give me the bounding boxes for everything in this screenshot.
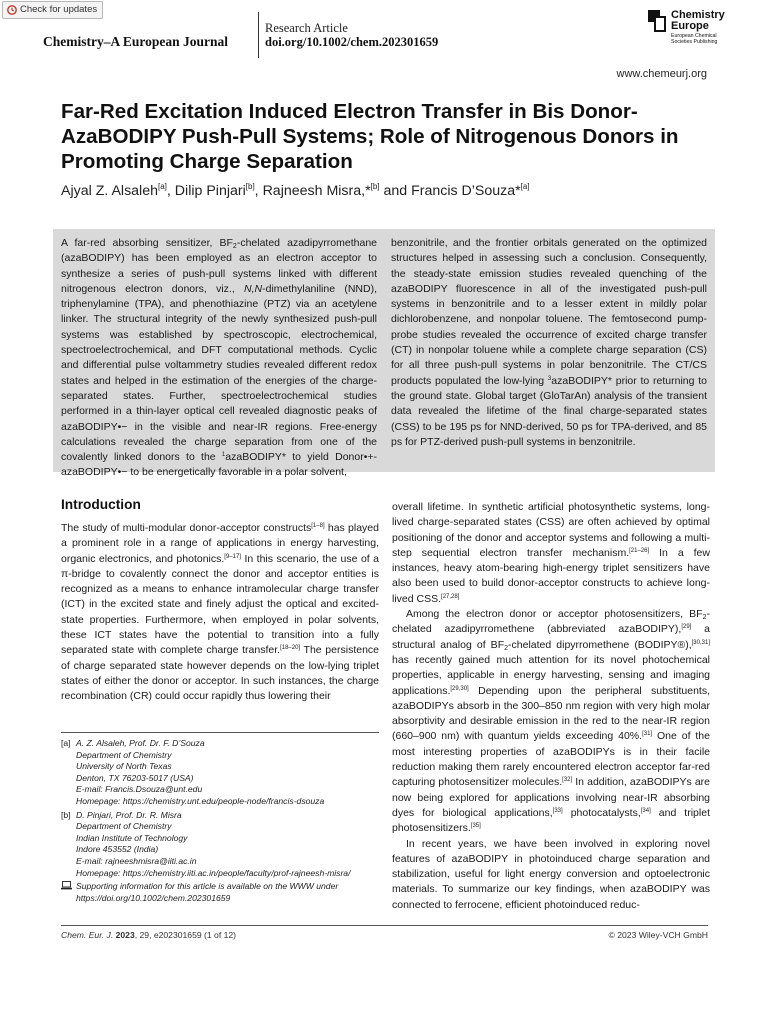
chemistry-europe-logo[interactable] (648, 10, 735, 46)
affiliation-b-email-link[interactable]: E-mail: rajneeshmisra@iiti.ac.in (76, 855, 197, 866)
chemistry-europe-logo-icon (648, 10, 666, 32)
citation-ref: [18–20] (280, 645, 301, 652)
author-affiliation-marker: [a] (158, 182, 167, 191)
citation-ref: [21–26] (629, 547, 650, 554)
article-type: Research Article (265, 21, 348, 35)
abstract-right-column: benzonitrile, and the frontier orbitals generated on the optimized structures helped in assessing such a conclusion. Consequently, the steady-state emission studies revealed quenching of the azaBODIPY fluorescence in all of the investigated push-pull systems in benzonitrile and to a lesser extent in mildly polar dichlorobenzene, and nonpolar toluene. The femtosecond pump-probe studies revealed the occurrence of excited charge transfer (CT) in nonpolar toluene while a complete charge separation (CS) for all three push-pull systems in polar benzonitrile. The CT/CS products populated the low-lying $^3$azaBODIPY* prior to returning to the ground state. Global target (GloTarAn) analysis of the transient data revealed the lifetime of the final charge-separated states (CSS) to be 195 ps for NND-derived, 50 ps for TPA-derived, and 85 ps for PTZ-derived push-pull systems in benzonitrile. (391, 237, 707, 448)
author-name: Ajyal Z. Alsaleh (61, 183, 158, 199)
citation-ref: 3 (547, 375, 552, 382)
citation-ref: [32] (562, 777, 573, 784)
journal-website-link[interactable]: www.chemeurj.org (616, 68, 707, 80)
author-affiliation-marker: [b] (370, 182, 380, 191)
citation-ref: 1 (221, 452, 226, 459)
subscript: 2 (232, 243, 237, 250)
intro-paragraph-1-continued: overall lifetime. In synthetic artificial photosynthetic systems, long-lived charge-separated states (CSS) are often achieved by optimal positioning of the donor and acceptor systems and following a multi-step sequential electron transfer mechanism.[21–26] In a few instances, heavy atom-bearing high-energy triplet sensitizers have also been used to build donor-acceptor constructs to achieve long-lived CSS.[27,28] (392, 501, 710, 605)
affiliation-b-homepage-link[interactable]: Homepage: https://chemistry.iiti.ac.in/people/faculty/prof-rajneesh-misra/ (76, 867, 351, 878)
affiliation-b-tag: [b] (61, 809, 71, 820)
footnote-divider (61, 732, 379, 733)
author-name: Dilip Pinjari (174, 183, 246, 199)
citation-ref: [33] (552, 807, 563, 814)
check-for-updates-button[interactable] (2, 1, 103, 19)
abstract-box (53, 229, 715, 479)
abstract-left-column: A far-red absorbing sensitizer, $BF_2$-chelated azadipyrromethane (azaBODIPY) has been employed as an electron acceptor to synthesize a series of push-pull systems linked with different nitrogenous electron donors, viz., N,N-dimethylaniline (NND), triphenylamine (TPA), and phenothiazine (PTZ) via an acetylene linker. The structural integrity of the newly synthesized push-pull systems was established by spectroscopic, electrochemical, spectroelectrochemical, and DFT computational methods. Cyclic and differential pulse voltammetry studies revealed different redox states and helped in the estimation of the energies of the charge-separated states. Further, spectroelectrochemical studies performed in a thin-layer optical cell revealed diagnostic peaks of azaBODIPY•− in the visible and near-IR regions. Free-energy calculations revealed the charge separation from one of the covalently linked donors to the $^1$azaBODIPY* to yield Donor•+-azaBODIPY•− to be energetically favorable in a polar solvent, (61, 237, 378, 479)
affiliation-a (61, 738, 379, 808)
body-left-column (61, 497, 379, 705)
affiliation-a-email-link[interactable]: E-mail: Francis.Dsouza@unt.edu (76, 784, 203, 795)
affiliation-a-tag: [a] (61, 738, 71, 748)
affiliation-a-names: A. Z. Alsaleh, Prof. Dr. F. D’Souza (76, 738, 205, 748)
citation-journal: Chem. Eur. J. (61, 930, 114, 940)
citation-ref: [31] (642, 731, 653, 738)
citation-ref: [27,28] (441, 593, 460, 600)
citation-ref: [9–17] (224, 553, 241, 560)
citation-ref: [29] (681, 624, 692, 631)
introduction-heading: Introduction (61, 497, 141, 512)
citation-ref: [35] (470, 823, 481, 830)
intro-paragraph-3: In recent years, we have been involved in exploring novel features of azaBODIPY in photoinduced charge separation and stabilization, useful for light energy conversion and optoelectronic materials. To summarize our key findings, when azaBODIPY was connected to ferrocene, efficient photoinduced reduc- (392, 837, 710, 911)
citation-ref: [1–8] (311, 523, 325, 529)
footer-divider (61, 925, 708, 926)
citation-ref: [30,31] (691, 639, 710, 646)
supporting-info-note (61, 881, 379, 904)
author-list: Ajyal Z. Alsaleh[a], Dilip Pinjari[b], Rajneesh Misra,*[b] and Francis D’Souza*[a] (61, 182, 530, 199)
citation-details: , 29, e202301659 (1 of 12) (134, 930, 237, 940)
affiliation-b (61, 810, 379, 880)
affiliation-b-line: Indian Institute of Technology (76, 832, 188, 843)
doi-link[interactable]: doi.org/10.1002/chem.202301659 (265, 35, 439, 49)
footer-copyright: © 2023 Wiley-VCH GmbH (608, 930, 708, 940)
citation-ref: [34] (640, 807, 651, 814)
author-name: and Francis D’Souza* (383, 183, 521, 199)
check-for-updates-label: Check for updates (20, 4, 98, 15)
article-title: Far-Red Excitation Induced Electron Transfer in Bis Donor-AzaBODIPY Push-Pull Systems; Role of Nitrogenous Donors in Promoting Charge Separation (61, 100, 679, 173)
laptop-icon (61, 881, 72, 904)
affiliations-footnote (61, 738, 379, 904)
intro-paragraph-2: Among the electron donor or acceptor photosensitizers, $BF_2$-chelated azadipyrromethene (abbreviated azaBODIPY),[29] a structural analog of $BF_2$-chelated dipyrromethene (BODIPY®),[30,31] has recently gained much attention for its novel photochemical properties, applicable in energy harvesting, sensing and imaging applications.[29,30] Depending upon the peripheral substituents, azaBODIPYs absorb in the 300–850 nm region with very high molar absorptivity and desirable emission in the red to the near-IR region (660–900 nm) with quantum yields exceeding 40%.[31] One of the most interesting properties of azaBODIPYs is in their facile reduction making them rarely encountered electron acceptor far-red capturing photosensitizer molecules.[32] In addition, azaBODIPYs are now being explored for applications involving near-IR absorbing dyes for biological applications,[33] photocatalysts,[34] and triplet photosensitizers.[35] (392, 608, 710, 835)
footer-citation (61, 930, 236, 940)
affiliation-b-names: D. Pinjari, Prof. Dr. R. Misra (76, 809, 182, 820)
affiliation-a-homepage-link[interactable]: Homepage: https://chemistry.unt.edu/people-node/francis-dsouza (76, 795, 325, 806)
publisher-subtitle: European Chemical Societies Publishing (671, 33, 718, 45)
affiliation-a-line: Denton, TX 76203-5017 (USA) (76, 772, 194, 783)
update-icon (7, 5, 17, 15)
affiliation-a-line: University of North Texas (76, 761, 172, 772)
subscript: 2 (504, 644, 509, 652)
citation-year: 2023 (115, 930, 135, 940)
affiliation-a-line: Department of Chemistry (76, 749, 172, 760)
publisher-line1: Chemistry (671, 9, 725, 21)
publisher-line2: Europe (671, 20, 709, 32)
author-affiliation-marker: [b] (245, 182, 255, 191)
header-divider (258, 12, 259, 58)
subscript: 2 (702, 614, 707, 622)
citation-ref: [29,30] (450, 685, 469, 692)
affiliation-b-line: Indore 453552 (India) (76, 844, 159, 855)
body-right-column (392, 500, 710, 913)
journal-name: Chemistry–A European Journal (43, 34, 229, 49)
author-affiliation-marker: [a] (520, 182, 530, 191)
intro-paragraph-1: The study of multi-modular donor-acceptor constructs[1–8] has played a prominent role in a range of applications in energy harvesting, organic electronics, and photonics.[9–17] In this scenario, the use of a π-bridge to covalently connect the donor and acceptor entities is recognized as a means to enhance intramolecular charge transfer (ICT) in the excited state and finely adjust the optical and excited-state properties. Furthermore, when employed in polar solvents, these ICT states have the potential to transition into a fully separated state with complete charge transfer.[18–20] The persistence of charge separated state however depends on the low-lying triplet states of either the donor or acceptor. In such instances, the charge recombination (CR) could occur rapidly thus lowering their (61, 522, 379, 703)
supporting-info-text[interactable]: Supporting information for this article is available on the WWW under https://doi.org/10.1002/chem.202301659 (76, 881, 339, 903)
affiliation-b-line: Department of Chemistry (76, 821, 172, 832)
italic-text: N,N (244, 282, 263, 295)
author-name: Rajneesh Misra,* (262, 183, 371, 199)
